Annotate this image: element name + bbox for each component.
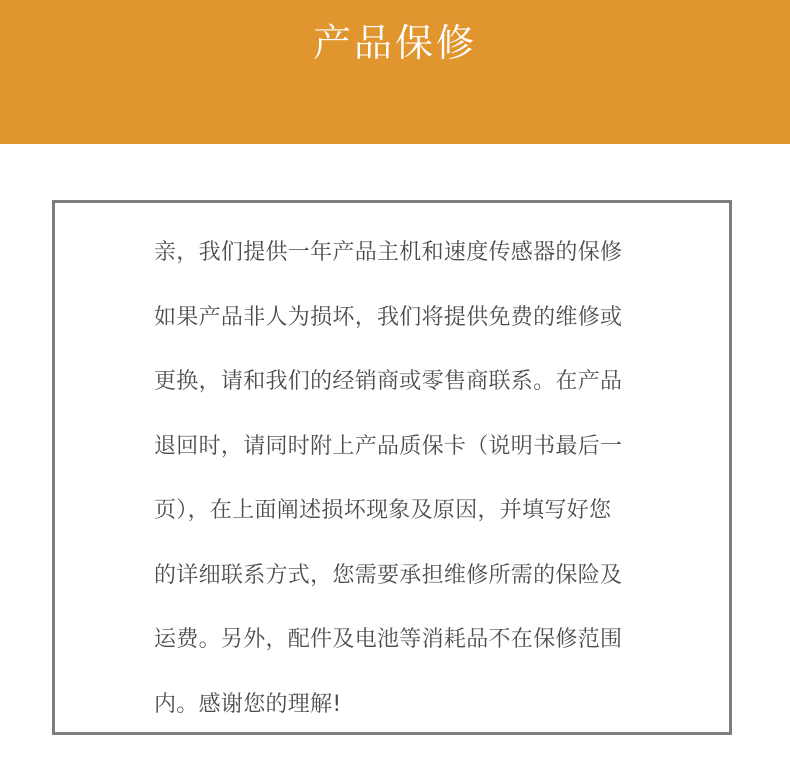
warranty-notice-box	[52, 200, 732, 735]
warranty-notice-text	[154, 225, 634, 741]
notice-line: 内。感谢您的理解!	[154, 691, 342, 717]
notice-line: 亲，我们提供一年产品主机和速度传感器的保修	[154, 240, 623, 265]
notice-line: 退回时，请同时附上产品质保卡（说明书最后一	[154, 433, 623, 459]
notice-line: 的详细联系方式，您需要承担维修所需的保险及	[154, 562, 623, 588]
header-banner	[0, 0, 790, 144]
notice-line: 更换，请和我们的经销商或零售商联系。在产品	[154, 369, 623, 394]
notice-line: 页），在上面阐述损坏现象及原因，并填写好您	[154, 498, 612, 523]
page-title: 产品保修	[312, 21, 477, 65]
notice-line: 运费。另外，配件及电池等消耗品不在保修范围	[154, 627, 623, 652]
notice-line: 如果产品非人为损坏，我们将提供免费的维修或	[154, 304, 623, 330]
